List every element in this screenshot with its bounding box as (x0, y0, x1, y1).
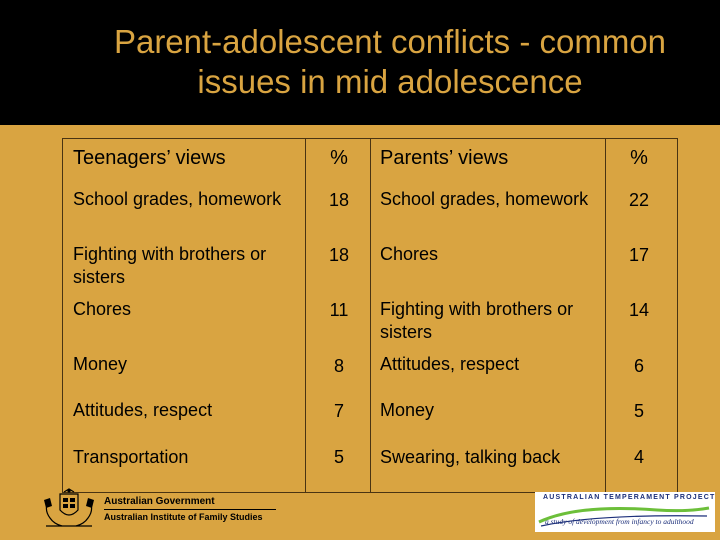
row-3-parent-pct: 14 (628, 300, 650, 320)
row-4-parent-pct: 6 (633, 356, 644, 376)
slide-title (60, 22, 720, 102)
row-1-teen-issue: School grades, homework (73, 189, 282, 209)
row-6-teen-issue: Transportation (73, 447, 189, 467)
row-3-parent-issue: Fighting with brothers or sisters (380, 299, 574, 342)
org-divider (104, 509, 276, 510)
row-6-parent-pct: 4 (633, 447, 644, 467)
org-name-line-1: Australian Government (104, 496, 215, 507)
header-teen-views: Teenagers’ views (73, 147, 226, 169)
row-6-parent-issue: Swearing, talking back (380, 447, 561, 467)
title-line-2: issues in mid adolescence (197, 63, 583, 100)
row-1-parent-pct: 22 (628, 190, 650, 210)
coat-of-arms-icon (38, 488, 100, 530)
row-6-teen-pct: 5 (333, 447, 344, 467)
row-3-teen-issue: Chores (73, 299, 132, 319)
title-line-1: Parent-adolescent conflicts - common (113, 23, 667, 60)
row-2-teen-issue: Fighting with brothers or sisters (73, 244, 267, 287)
header-parent-views: Parents’ views (380, 147, 509, 169)
row-5-teen-pct: 7 (333, 401, 344, 421)
project-tagline: a study of development from infancy to adulthood (545, 517, 694, 526)
table-divider-1 (305, 138, 306, 493)
atp-logo (535, 492, 715, 532)
row-4-parent-issue: Attitudes, respect (380, 354, 520, 374)
header-teen-pct: % (330, 147, 348, 169)
table-divider-2 (370, 138, 371, 493)
row-2-parent-pct: 17 (628, 245, 650, 265)
row-5-teen-issue: Attitudes, respect (73, 400, 213, 420)
swoosh-icon (537, 502, 713, 530)
australian-government-logo (38, 488, 278, 530)
row-5-parent-issue: Money (380, 400, 435, 420)
row-1-parent-issue: School grades, homework (380, 189, 589, 209)
row-4-teen-issue: Money (73, 354, 128, 374)
row-1-teen-pct: 18 (328, 190, 350, 210)
row-2-teen-pct: 18 (328, 245, 350, 265)
row-5-parent-pct: 5 (633, 401, 644, 421)
table-divider-3 (605, 138, 606, 493)
row-2-parent-issue: Chores (380, 244, 439, 264)
row-3-teen-pct: 11 (329, 300, 349, 320)
title-band (0, 0, 720, 125)
org-name-line-2: Australian Institute of Family Studies (104, 512, 263, 522)
header-parent-pct: % (630, 147, 648, 169)
row-4-teen-pct: 8 (333, 356, 344, 376)
project-title: AUSTRALIAN TEMPERAMENT PROJECT (543, 494, 716, 501)
